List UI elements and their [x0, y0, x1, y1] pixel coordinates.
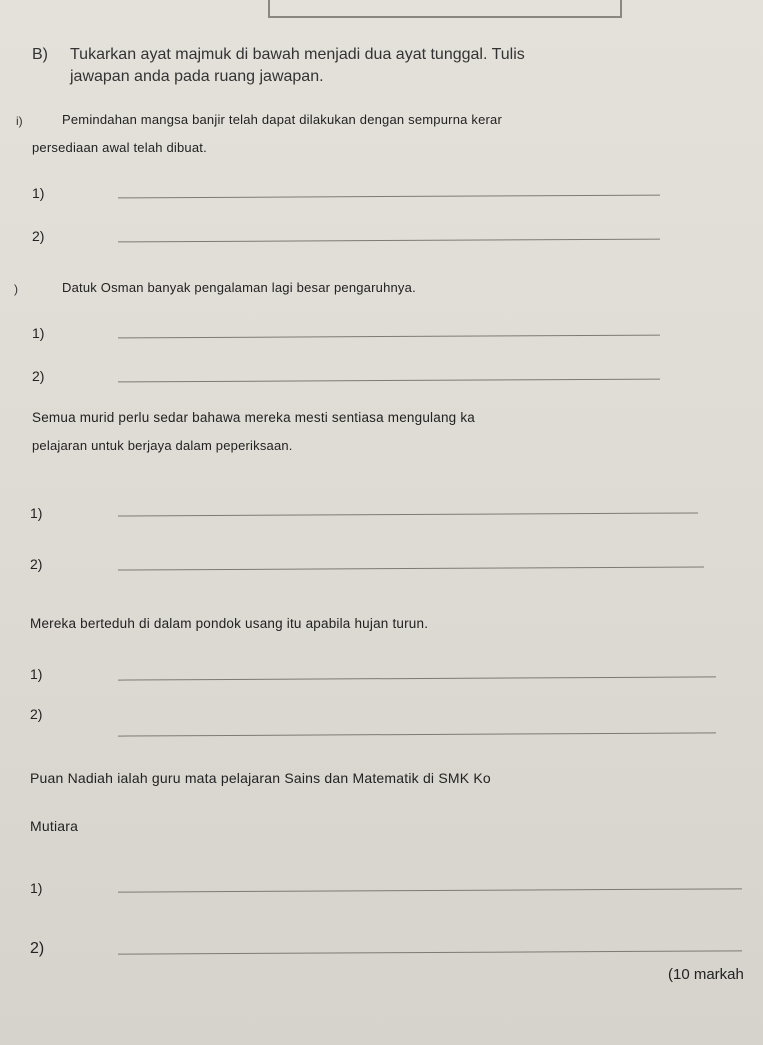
- question-1-line-1: Pemindahan mangsa banjir telah dapat dilakukan dengan sempurna kerar: [62, 112, 502, 127]
- question-1-answer-1-label: 1): [32, 185, 45, 201]
- question-2-answer-2-label: 2): [32, 368, 45, 384]
- question-4-answer-1-label: 1): [30, 666, 43, 682]
- question-5-answer-1-label: 1): [30, 880, 43, 896]
- top-answer-box: [268, 0, 622, 18]
- question-5-answer-2-label: 2): [30, 940, 45, 957]
- instruction-line-1: Tukarkan ayat majmuk di bawah menjadi dua ayat tunggal. Tulis: [70, 46, 525, 63]
- question-1-marker: i): [16, 114, 23, 128]
- question-1-answer-2-line[interactable]: [118, 239, 660, 243]
- question-5-line-1: Puan Nadiah ialah guru mata pelajaran Sains dan Matematik di SMK Ko: [30, 770, 491, 786]
- question-5-answer-1-line[interactable]: [118, 888, 742, 892]
- question-3-line-1: Semua murid perlu sedar bahawa mereka mesti sentiasa mengulang ka: [32, 410, 475, 425]
- question-3-answer-2-label: 2): [30, 556, 43, 572]
- question-3-answer-1-line[interactable]: [118, 512, 698, 516]
- question-1-answer-2-label: 2): [32, 228, 45, 244]
- question-3-answer-2-line[interactable]: [118, 566, 704, 570]
- question-2-answer-1-label: 1): [32, 325, 45, 341]
- question-2-answer-2-line[interactable]: [118, 379, 660, 383]
- question-3-line-2: pelajaran untuk berjaya dalam peperiksaan.: [32, 438, 293, 453]
- instruction-line-2: jawapan anda pada ruang jawapan.: [70, 68, 324, 85]
- question-1-line-2: persediaan awal telah dibuat.: [32, 140, 207, 155]
- question-5-line-2: Mutiara: [30, 818, 79, 834]
- question-2-answer-1-line[interactable]: [118, 335, 660, 339]
- question-2-marker: ): [14, 282, 18, 296]
- marks-label: (10 markah: [668, 966, 744, 983]
- question-4-answer-2-label: 2): [30, 706, 43, 722]
- question-4-answer-1-line[interactable]: [118, 676, 716, 680]
- question-4-answer-2-line[interactable]: [118, 732, 716, 736]
- question-4-line-1: Mereka berteduh di dalam pondok usang itu apabila hujan turun.: [30, 616, 429, 631]
- section-label: B): [32, 46, 48, 63]
- question-3-answer-1-label: 1): [30, 505, 43, 521]
- question-2-line-1: Datuk Osman banyak pengalaman lagi besar pengaruhnya.: [62, 280, 416, 295]
- question-1-answer-1-line[interactable]: [118, 195, 660, 199]
- question-5-answer-2-line[interactable]: [118, 950, 742, 954]
